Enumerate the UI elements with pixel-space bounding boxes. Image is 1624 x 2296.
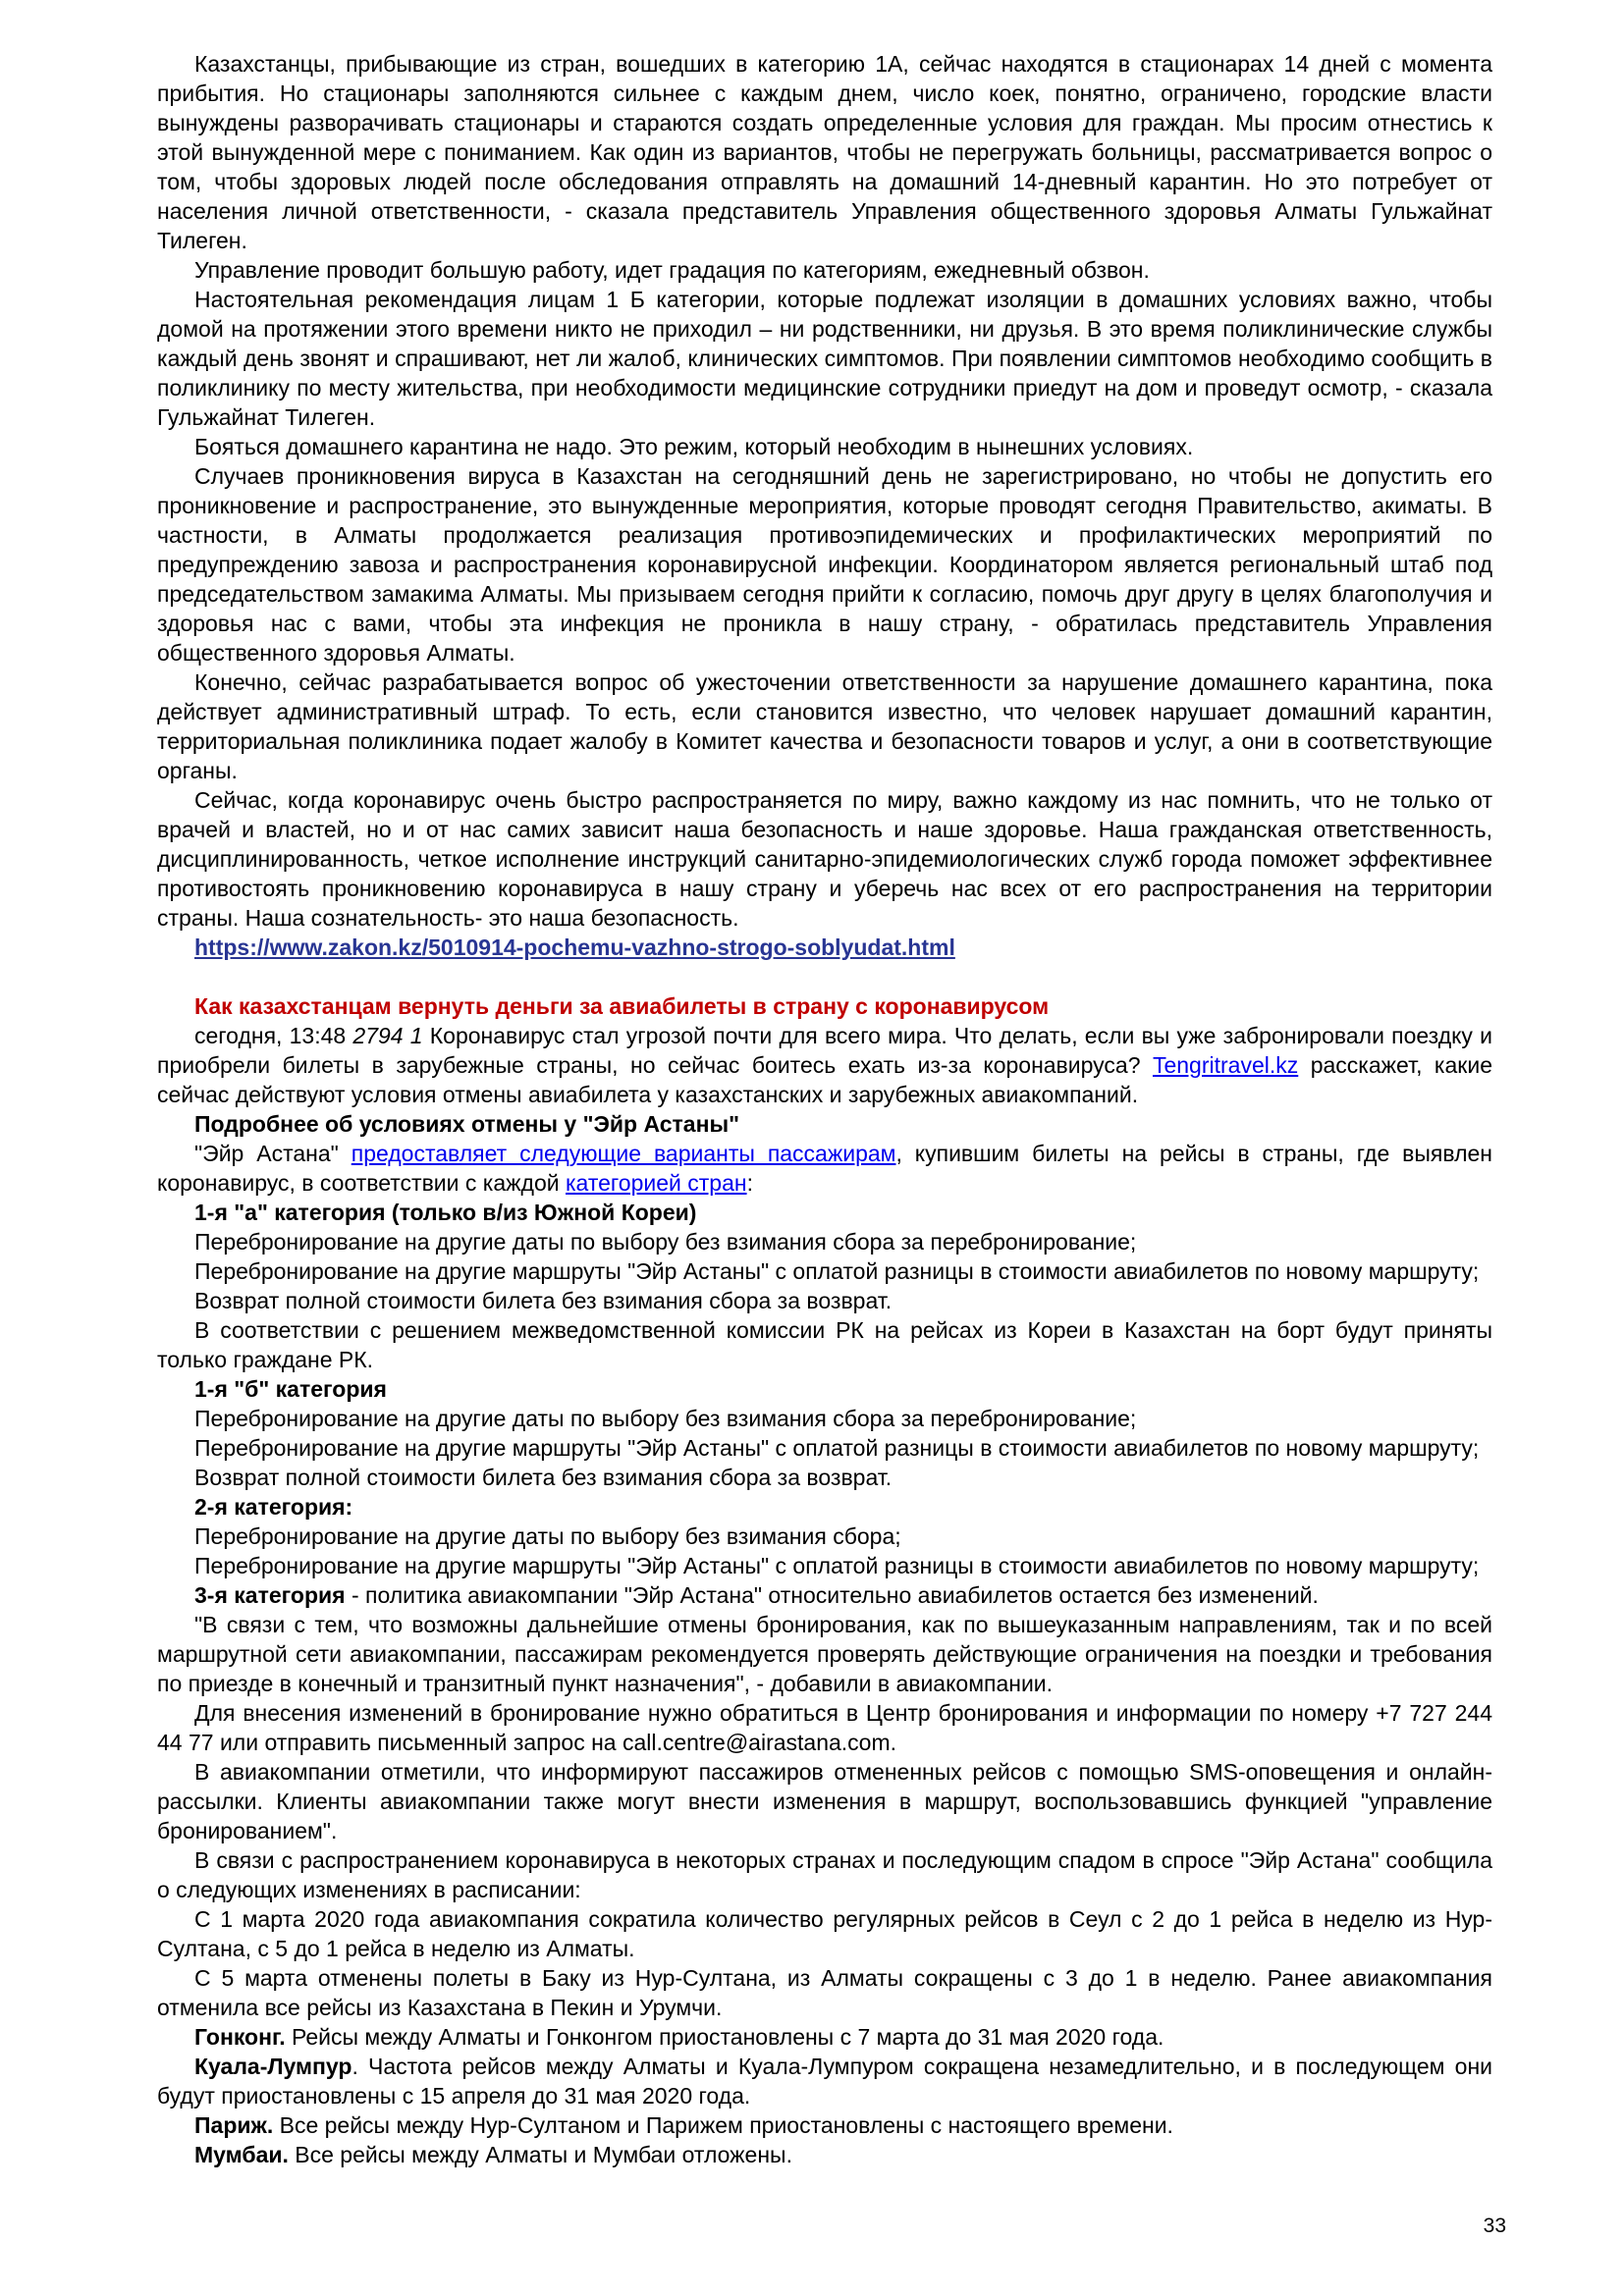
city-label-kuala-lumpur: Куала-Лумпур [194,2054,352,2079]
article-lead-text: Коронавирус стал угрозой почти для всего мира. Что делать, если вы уже забронировали поездку и приобрели билеты в зарубежные страны, но сейчас боитесь ехать из-за коронавируса? [157,1023,1492,1078]
paris-flights-text: Все рейсы между Нур-Султаном и Парижем приостановлены с настоящего времени. [273,2112,1173,2138]
category-heading-3: 3-я категория [194,1582,346,1608]
paragraph-mumbai [157,2140,1492,2169]
paragraph-source-link [157,933,1492,962]
paragraph-korea-commission: В соответствии с решением межведомственной комиссии РК на рейсах из Кореи в Казахстан на борт будут приняты только граждане РК. [157,1317,1492,1372]
paragraph-rebook-dates-2: Перебронирование на другие даты по выбору без взимания сбора; [194,1523,901,1549]
paragraph-paris [157,2110,1492,2140]
mumbai-flights-text: Все рейсы между Алматы и Мумбаи отложены. [288,2142,792,2167]
country-category-link[interactable]: категорией стран [565,1170,747,1196]
paragraph-category-3 [157,1580,1492,1610]
paragraph-no-cases-measures: Случаев проникновения вируса в Казахстан на сегодняшний день не зарегистрировано, но чтобы не допустить его проникновение и распространение, это вынужденные мероприятия, которые проводят сегодня Правительство, акиматы. В частности, в Алматы продолжается реализация противоэпидемических и профилактических мероприятий по предупреждению завоза и распространения коронавирусной инфекции. Координатором является региональный штаб под председательством замакима Алматы. Мы призываем сегодня прийти к согласию, помочь друг другу в целях благополучия и здоровья нас с вами, чтобы эта инфекция не проникла в нашу страну, - обратилась представитель Управления общественного здоровья Алматы. [157,463,1492,666]
paragraph-seoul-flights: С 1 марта 2020 года авиакомпания сократила количество регулярных рейсов в Сеул с 2 до 1 рейса в неделю из Нур-Султана, с 5 до 1 рейса в неделю из Алматы. [157,1906,1492,1961]
zakon-article-link[interactable]: https://www.zakon.kz/5010914-pochemu-vazhno-strogo-soblyudat.html [194,934,955,960]
article-date-time: сегодня, 13:48 [194,1023,353,1048]
paragraph-rebook-routes-1a: Перебронирование на другие маршруты "Эйр Астаны" с оплатой разницы в стоимости авиабилетов по новому маршруту; [194,1258,1480,1284]
category-heading-1b: 1-я "б" категория [194,1376,387,1402]
paragraph-air-astana-options [157,1139,1492,1198]
paragraph-kuala-lumpur [157,2052,1492,2110]
paragraph-baku-beijing-flights: С 5 марта отменены полеты в Баку из Нур-Султана, из Алматы сокращены с 3 до 1 в неделю. Ранее авиакомпания отменила все рейсы из Казахстана в Пекин и Урумчи. [157,1965,1492,2020]
tengritravel-link[interactable]: Tengritravel.kz [1152,1052,1299,1078]
paragraph-schedule-changes-intro: В связи с распространением коронавируса в некоторых странах и последующим спадом в спросе "Эйр Астана" сообщила о следующих изменениях в расписании: [157,1847,1492,1902]
paragraph-rebook-routes-2: Перебронирование на другие маршруты "Эйр Астаны" с оплатой разницы в стоимости авиабилетов по новому маршруту; [194,1553,1480,1578]
city-label-mumbai: Мумбаи. [194,2142,289,2167]
article-view-comment-counts: 2794 1 [352,1023,423,1048]
paragraph-rebook-routes-1b: Перебронирование на другие маршруты "Эйр Астаны" с оплатой разницы в стоимости авиабилетов по новому маршруту; [194,1435,1480,1461]
paragraph-civic-responsibility: Сейчас, когда коронавирус очень быстро распространяется по миру, важно каждому из нас помнить, что не только от врачей и властей, но и от нас самих зависит наша безопасность и наше здоровье. Наша гражданская ответственность, дисциплинированность, четкое исполнение инструкций санитарно-эпидемиологических служб города поможет эффективнее противостоять проникновению коронавируса в нашу страну и уберечь нас всех от его распространения на территории страны. Наша сознательность- это наша безопасность. [157,787,1492,931]
paragraph-booking-contacts: Для внесения изменений в бронирование нужно обратиться в Центр бронирования и информации по номеру +7 727 244 44 77 или отправить письменный запрос на call.centre@airastana.com. [157,1700,1492,1755]
article-lead-text-end: расскажет, какие сейчас действуют условия отмены авиабилета у казахстанских и зарубежных авиакомпаний. [157,1052,1492,1107]
paragraph-refund-1b: Возврат полной стоимости билета без взимания сбора за возврат. [194,1465,893,1490]
category-3-policy-text: - политика авиакомпании "Эйр Астана" относительно авиабилетов остается без изменений. [345,1582,1319,1608]
paragraph-daily-calls: Управление проводит большую работу, идет градация по категориям, ежедневный обзвон. [194,257,1150,283]
city-label-paris: Париж. [194,2112,274,2138]
hongkong-flights-text: Рейсы между Алматы и Гонконгом приостановлены с 7 марта до 31 мая 2020 года. [285,2024,1164,2050]
paragraph-home-quarantine: Бояться домашнего карантина не надо. Это режим, который необходим в нынешних условиях. [194,434,1194,459]
paragraph-hongkong [157,2022,1492,2052]
category-heading-2: 2-я категория: [194,1494,353,1520]
subsection-heading-air-astana-conditions: Подробнее об условиях отмены у "Эйр Астаны" [194,1111,740,1137]
section-heading-airline-refunds: Как казахстанцам вернуть деньги за авиабилеты в страну с коронавирусом [194,993,1050,1019]
kuala-lumpur-flights-text: . Частота рейсов между Алматы и Куала-Лумпуром сокращена незамедлительно, и в последующем они будут приостановлены с 15 апреля до 31 мая 2020 года. [157,2054,1492,2109]
paragraph-hospitals-quarantine: Казахстанцы, прибывающие из стран, вошедших в категорию 1А, сейчас находятся в стационарах 14 дней с момента прибытия. Но стационары заполняются сильнее с каждым днем, число коек, понятно, ограничено, городские власти вынуждены разворачивать стационары и стараются создать определенные условия для граждан. Мы просим отнестись к этой вынужденной мере с пониманием. Как один из вариантов, чтобы не перегружать больницы, рассматривается вопрос о том, чтобы здоровых людей после обследования отправлять на домашний 14-дневный карантин. Но это потребует от населения личной ответственности, - сказала представитель Управления общественного здоровья Алматы Гульжайнат Тилеген. [157,51,1492,253]
paragraph-airline-quote: "В связи с тем, что возможны дальнейшие отмены бронирования, как по вышеуказанным направлениям, так и по всей маршрутной сети авиакомпании, пассажирам рекомендуется проверять действующие ограничения на поездки и требования по приезде в конечный и транзитный пункт назначения", - добавили в авиакомпании. [157,1612,1492,1696]
document-page [157,49,1492,2169]
city-label-hongkong: Гонконг. [194,2024,286,2050]
paragraph-article-lead [157,1021,1492,1109]
air-astana-options-middle: , купившим билеты на рейсы в страны, где выявлен коронавирус, в соответствии с каждой [157,1141,1492,1196]
paragraph-penalties: Конечно, сейчас разрабатывается вопрос об ужесточении ответственности за нарушение домашнего карантина, пока действует административный штраф. То есть, если становится известно, что человек нарушает домашний карантин, территориальная поликлиника подает жалобу в Комитет качества и безопасности товаров и услуг, а они в соответствующие органы. [157,669,1492,783]
page-number: 33 [1483,2215,1506,2237]
air-astana-options-text: "Эйр Астана" [194,1141,352,1166]
passenger-options-link[interactable]: предоставляет следующие варианты пассажирам [351,1141,896,1166]
paragraph-category-1b-recommendation: Настоятельная рекомендация лицам 1 Б категории, которые подлежат изоляции в домашних условиях важно, чтобы домой на протяжении этого времени никто не приходил – ни родственники, ни друзья. В это время поликлинические службы каждый день звонят и спрашивают, нет ли жалоб, клинических симптомов. При появлении симптомов необходимо сообщить в поликлинику по месту жительства, при необходимости медицинские сотрудники приедут на дом и проведут осмотр, - сказала Гульжайнат Тилеген. [157,287,1492,430]
category-heading-1a: 1-я "а" категория (только в/из Южной Кореи) [194,1200,697,1225]
paragraph-rebook-dates-1a: Перебронирование на другие даты по выбору без взимания сбора за перебронирование; [194,1229,1137,1255]
paragraph-refund-1a: Возврат полной стоимости билета без взимания сбора за возврат. [194,1288,893,1313]
air-astana-options-colon: : [746,1170,753,1196]
paragraph-sms-notifications: В авиакомпании отметили, что информируют пассажиров отмененных рейсов с помощью SMS-оповещения и онлайн-рассылки. Клиенты авиакомпании также могут внести изменения в маршрут, воспользовавшись функцией "управление бронированием". [157,1759,1492,1843]
paragraph-rebook-dates-1b: Перебронирование на другие даты по выбору без взимания сбора за перебронирование; [194,1406,1137,1431]
